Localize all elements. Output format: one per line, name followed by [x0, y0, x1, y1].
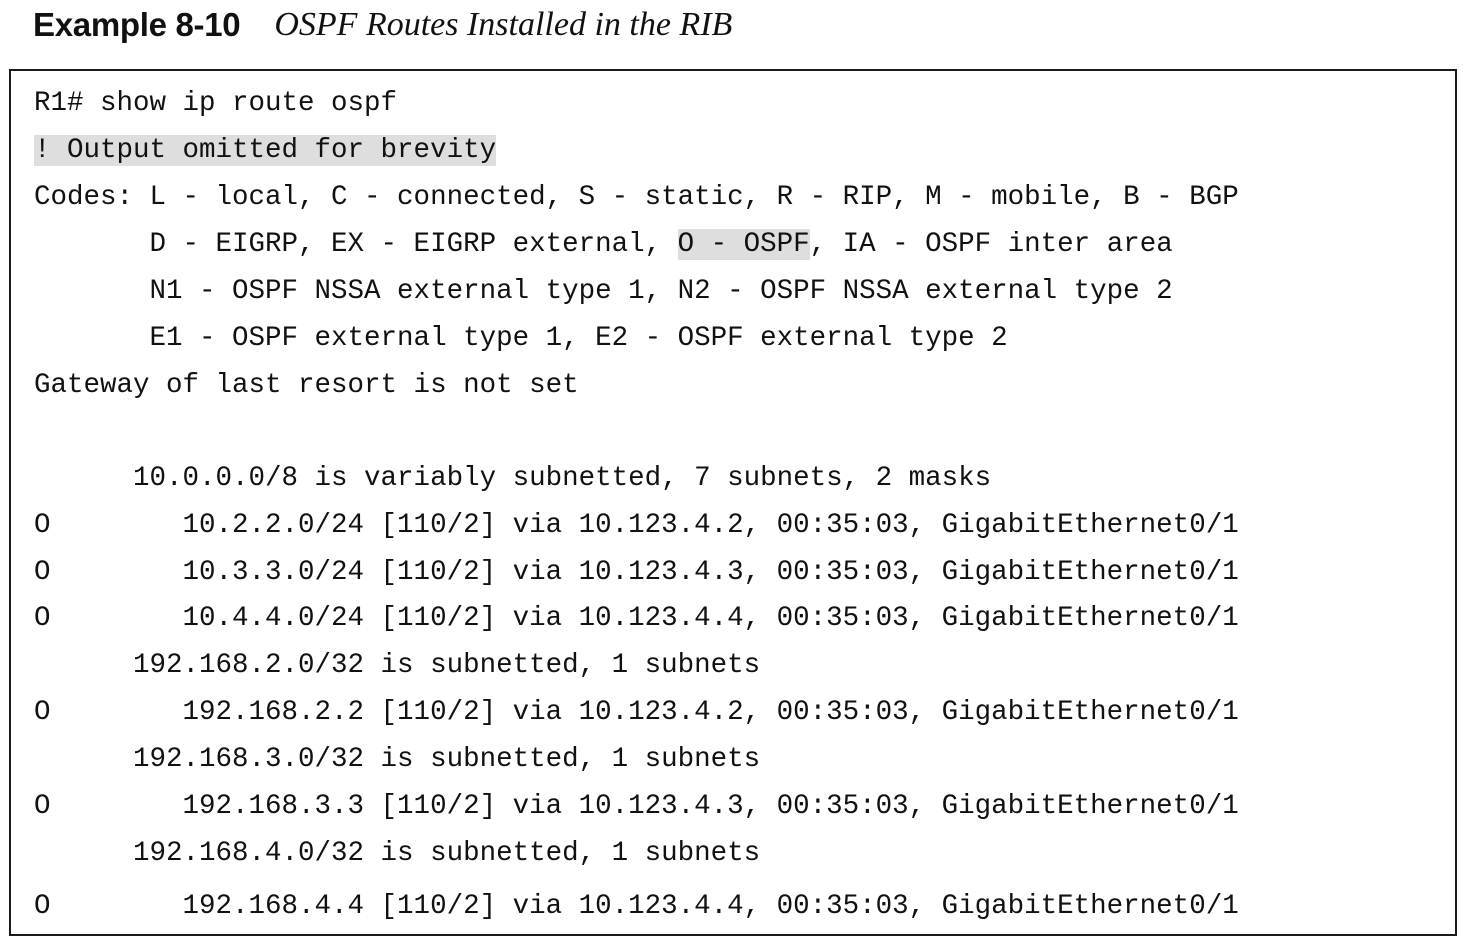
- code-line-route-10-4: O 10.4.4.0/24 [110/2] via 10.123.4.4, 00:35:03, GigabitEthernet0/1: [34, 603, 1239, 634]
- codes-2-suffix: , IA - OSPF inter area: [809, 229, 1173, 260]
- code-line-subnet-192-3: 192.168.3.0/32 is subnetted, 1 subnets: [34, 744, 761, 775]
- code-line-route-192-3: O 192.168.3.3 [110/2] via 10.123.4.3, 00:35:03, GigabitEthernet0/1: [34, 791, 1239, 822]
- code-line-route-10-3: O 10.3.3.0/24 [110/2] via 10.123.4.3, 00:35:03, GigabitEthernet0/1: [34, 557, 1239, 588]
- code-line-route-10-2: O 10.2.2.0/24 [110/2] via 10.123.4.2, 00:35:03, GigabitEthernet0/1: [34, 510, 1239, 541]
- code-line-route-192-2: O 192.168.2.2 [110/2] via 10.123.4.2, 00:35:03, GigabitEthernet0/1: [34, 697, 1239, 728]
- code-line-codes-1: Codes: L - local, C - connected, S - static, R - RIP, M - mobile, B - BGP: [34, 182, 1239, 213]
- code-line-route-192-4: O 192.168.4.4 [110/2] via 10.123.4.4, 00:35:03, GigabitEthernet0/1: [34, 891, 1239, 922]
- code-listing-box: [9, 69, 1457, 936]
- code-line-codes-3: N1 - OSPF NSSA external type 1, N2 - OSPF NSSA external type 2: [34, 276, 1173, 307]
- code-line-gateway: Gateway of last resort is not set: [34, 370, 579, 401]
- code-line-subnet-10: 10.0.0.0/8 is variably subnetted, 7 subnets, 2 masks: [34, 463, 992, 494]
- code-line-command: R1# show ip route ospf: [34, 88, 398, 119]
- code-line-codes-2: [34, 228, 1173, 262]
- code-line-codes-4: E1 - OSPF external type 1, E2 - OSPF external type 2: [34, 323, 1008, 354]
- codes-2-prefix: D - EIGRP, EX - EIGRP external,: [34, 229, 678, 260]
- highlighted-comment: ! Output omitted for brevity: [34, 135, 497, 166]
- code-line-subnet-192-2: 192.168.2.0/32 is subnetted, 1 subnets: [34, 650, 761, 681]
- highlighted-ospf-code: O - OSPF: [677, 229, 810, 260]
- code-line-subnet-192-4: 192.168.4.0/32 is subnetted, 1 subnets: [34, 838, 761, 869]
- code-line-comment: [34, 134, 496, 168]
- example-caption: OSPF Routes Installed in the RIB: [274, 6, 733, 43]
- example-label: Example 8-10: [33, 6, 241, 43]
- example-title: [33, 0, 732, 50]
